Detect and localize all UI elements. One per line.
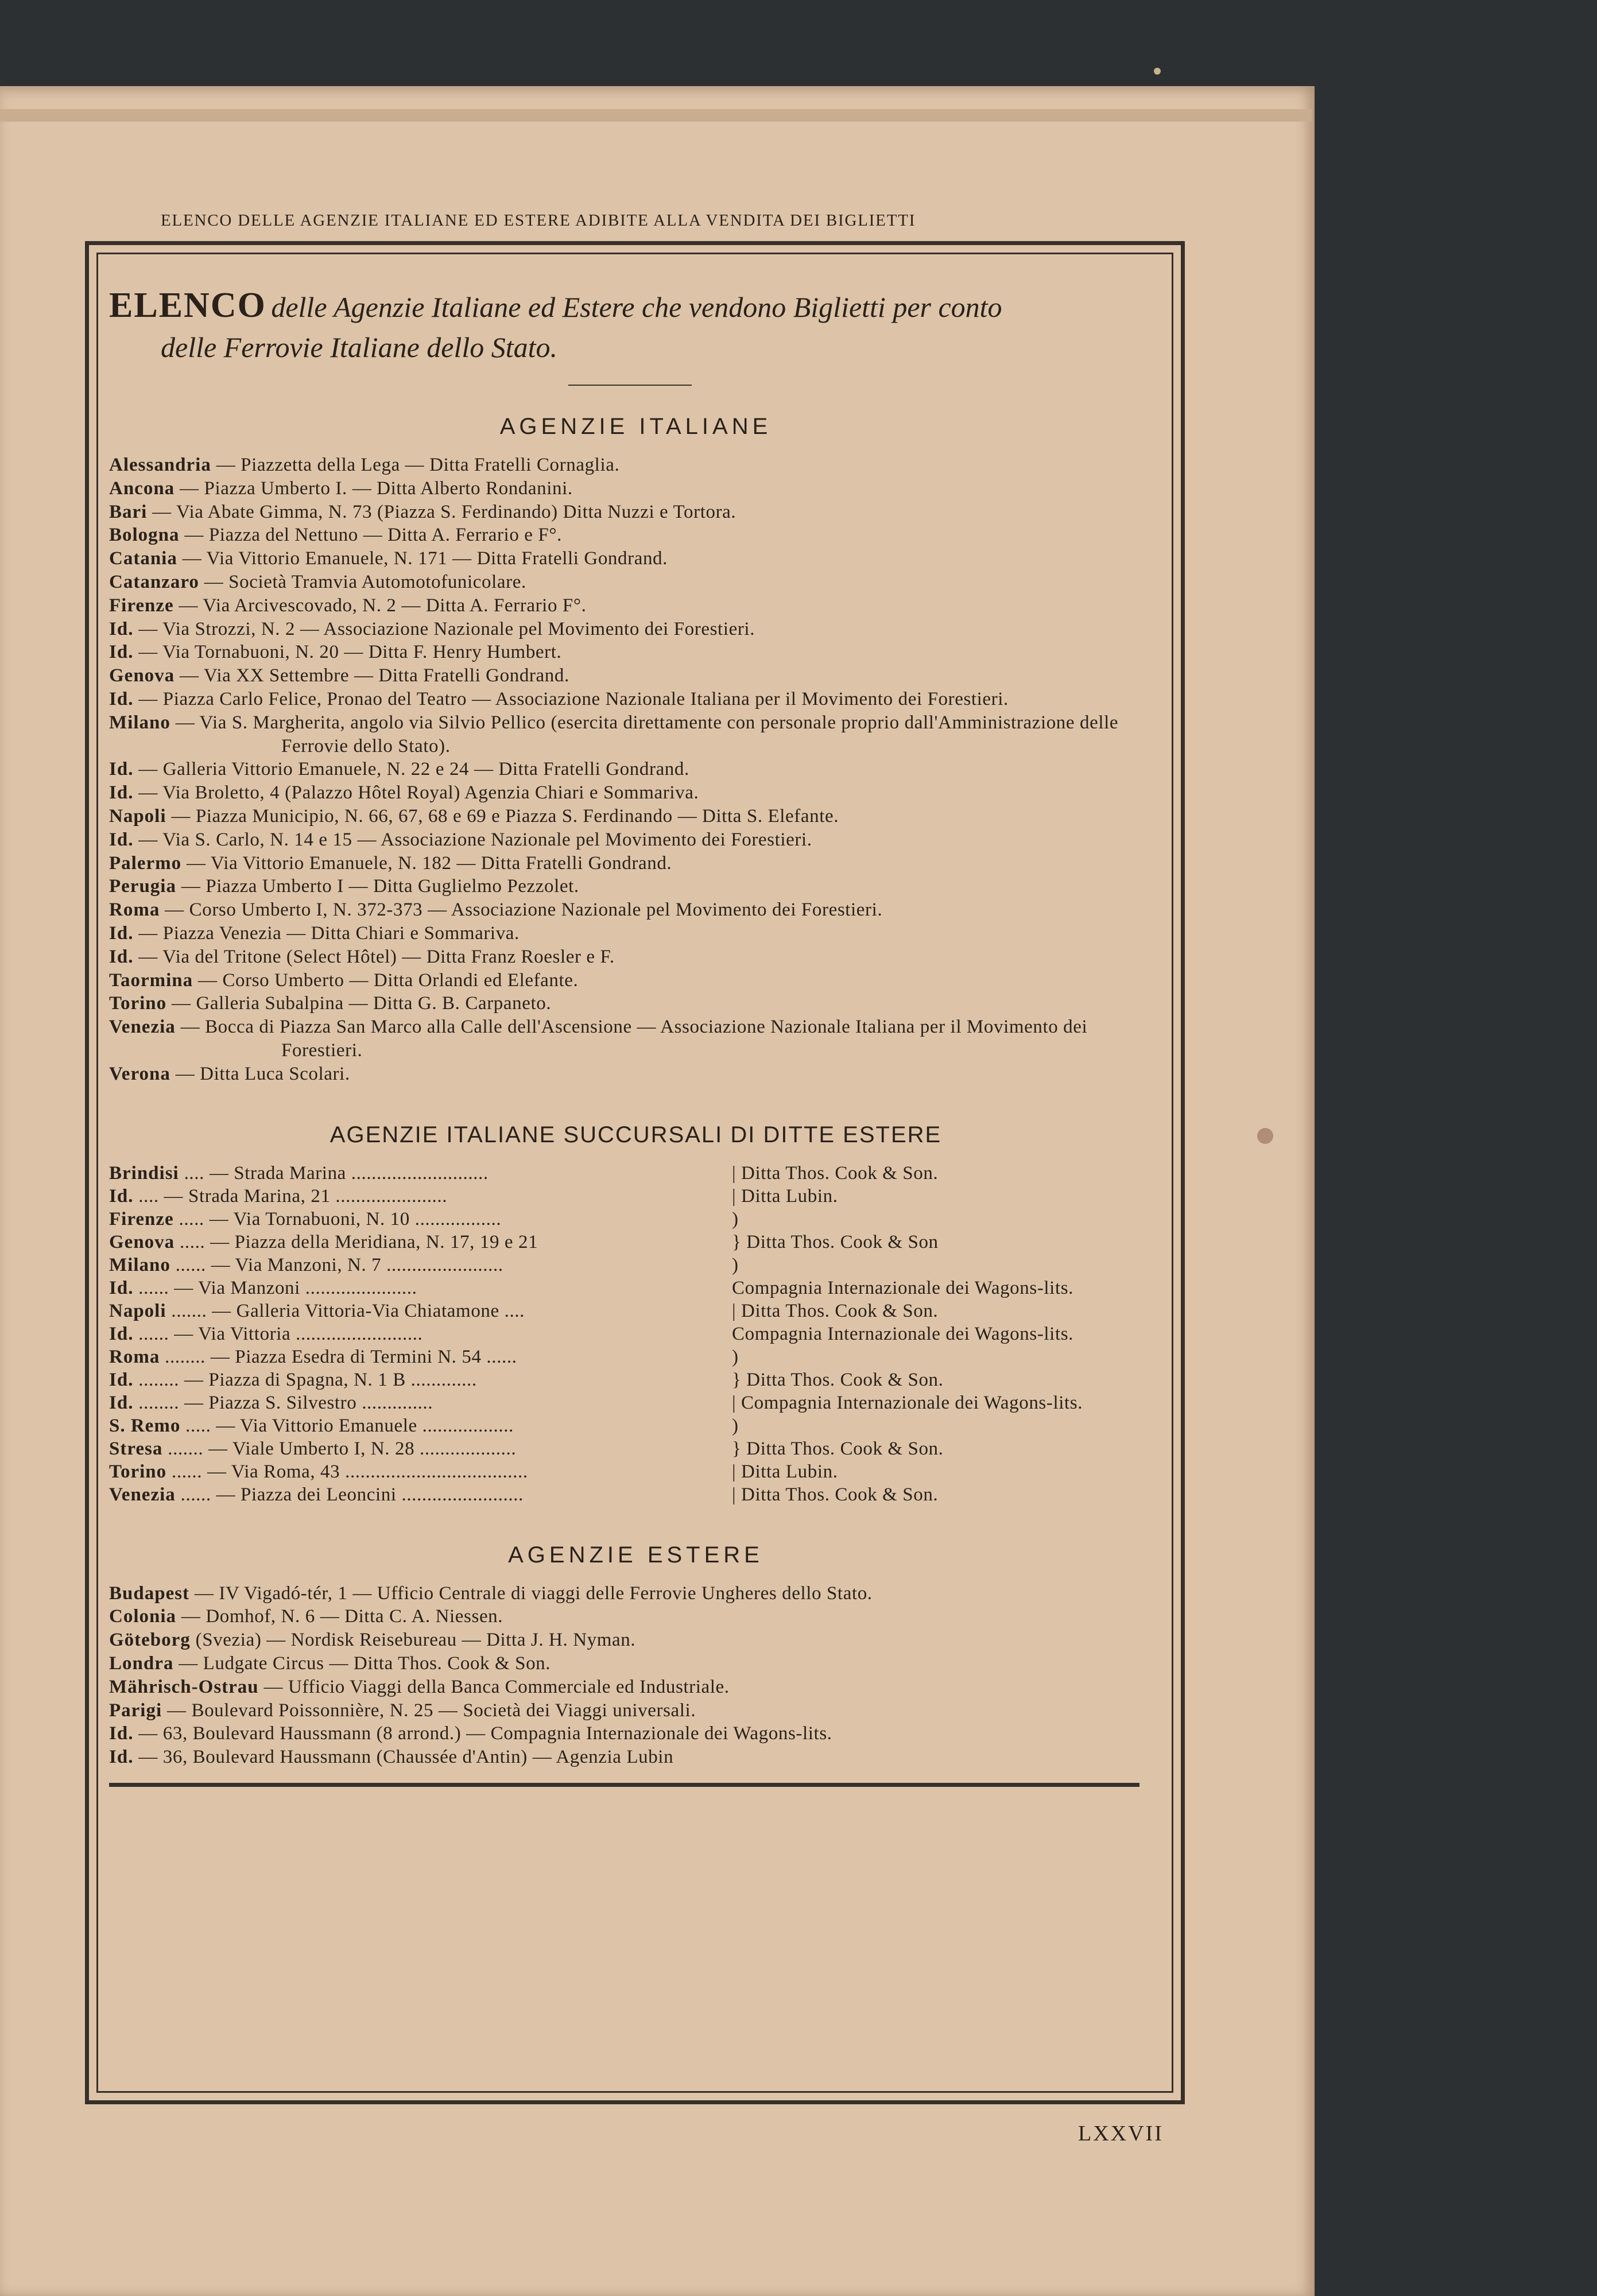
succursale-row <box>109 1277 1162 1300</box>
title-rule <box>568 385 692 386</box>
agency-entry <box>109 453 1162 477</box>
agency-details: — Piazza Municipio, N. 66, 67, 68 e 69 e Piazza S. Ferdinando — Ditta S. Elefante. <box>166 805 839 827</box>
agency-entry <box>109 571 1162 594</box>
agency-details: — Piazza Umberto I — Ditta Guglielmo Pezzolet. <box>176 876 579 897</box>
address: ........ — Piazza di Spagna, N. 1 B ............. <box>133 1369 477 1390</box>
city-name: Palermo <box>109 852 182 874</box>
agency-entry <box>109 547 1162 571</box>
city-name: Perugia <box>109 876 176 897</box>
agency-details: — Via Broletto, 4 (Palazzo Hôtel Royal) Agenzia Chiari e Sommariva. <box>133 782 699 804</box>
succursale-location <box>109 1185 732 1208</box>
agency-details: — Via Tornabuoni, N. 20 — Ditta F. Henry Humbert. <box>133 642 562 663</box>
city-name: Stresa <box>109 1438 163 1459</box>
agency-details: — Via del Tritone (Select Hôtel) — Ditta Franz Roesler e F. <box>133 946 615 967</box>
city-name: Id. <box>109 642 134 663</box>
agency-entry <box>109 477 1162 501</box>
succursale-row <box>109 1254 1162 1277</box>
city-name: Id. <box>109 1277 134 1298</box>
agent-name: Compagnia Internazionale dei Wagons-lits. <box>732 1323 1074 1344</box>
city-name: Torino <box>109 1461 167 1482</box>
agency-details: — Via XX Settembre — Ditta Fratelli Gondrand. <box>175 665 569 687</box>
city-name: Firenze <box>109 595 174 616</box>
title-bold: ELENCO <box>109 286 266 325</box>
agent-name: | Compagnia Internazionale dei Wagons-lits. <box>732 1392 1083 1413</box>
city-name: Genova <box>109 665 175 687</box>
agenzie-italiane-list <box>109 453 1162 1086</box>
agency-entry <box>109 641 1162 664</box>
agency-entry <box>109 898 1162 922</box>
city-name: Napoli <box>109 1300 166 1321</box>
agent-name: ) <box>732 1415 739 1436</box>
succursale-location <box>109 1162 732 1185</box>
city-name: Venezia <box>109 1017 176 1038</box>
city-name: Bari <box>109 501 148 522</box>
succursale-row <box>109 1414 1162 1437</box>
city-name: Id. <box>109 618 134 639</box>
title-italic-1: delle Agenzie Italiane ed Estere che vendono Biglietti per conto <box>271 291 1002 323</box>
agency-entry <box>109 1699 1162 1723</box>
section-heading-estere: AGENZIE ESTERE <box>508 1542 763 1568</box>
agent-name: Compagnia Internazionale dei Wagons-lits. <box>732 1277 1074 1298</box>
city-name: Londra <box>109 1653 174 1674</box>
city-name: Genova <box>109 1231 175 1252</box>
agency-entry <box>109 1062 1162 1086</box>
city-name: Alessandria <box>109 455 211 475</box>
agency-entry <box>109 828 1162 852</box>
succursale-row <box>109 1368 1162 1391</box>
agency-entry <box>109 1605 1162 1628</box>
succursale-row <box>109 1483 1162 1506</box>
succursale-location <box>109 1208 732 1231</box>
city-name: Parigi <box>109 1700 162 1721</box>
city-name: Göteborg <box>109 1630 191 1651</box>
agency-details: — Corso Umberto I, N. 372-373 — Associazione Nazionale pel Movimento dei Forestieri. <box>160 899 883 921</box>
agency-entry <box>109 969 1162 992</box>
ink-stain <box>1257 1128 1273 1144</box>
succursale-row <box>109 1391 1162 1414</box>
address: ...... — Via Manzoni ...................... <box>133 1277 417 1298</box>
ink-mark <box>1154 68 1161 75</box>
agency-entry <box>109 992 1162 1015</box>
agent-name: | Ditta Thos. Cook & Son. <box>732 1162 939 1184</box>
address: ........ — Piazza S. Silvestro .............. <box>133 1392 433 1413</box>
agency-details: — Piazza del Nettuno — Ditta A. Ferrario e F°. <box>179 525 562 546</box>
city-name: Id. <box>109 1392 134 1413</box>
agency-entry <box>109 1746 1162 1769</box>
agency-entry <box>109 1015 1162 1062</box>
address: ...... — Via Manzoni, N. 7 ....................... <box>170 1254 503 1275</box>
agent-name: | Ditta Thos. Cook & Son. <box>732 1484 939 1505</box>
agency-details: — Domhof, N. 6 — Ditta C. A. Niessen. <box>176 1606 503 1627</box>
agenzie-estere-list <box>109 1582 1162 1769</box>
succursale-location <box>109 1254 732 1277</box>
agent-name: } Ditta Thos. Cook & Son. <box>732 1438 944 1459</box>
agency-entry <box>109 875 1162 898</box>
city-name: Verona <box>109 1063 170 1084</box>
city-name: Torino <box>109 993 167 1014</box>
succursale-location <box>109 1368 732 1391</box>
agent-name: } Ditta Thos. Cook & Son. <box>732 1369 944 1390</box>
agency-entry <box>109 945 1162 969</box>
address: ...... — Via Vittoria ......................... <box>133 1323 423 1344</box>
succursale-row <box>109 1231 1162 1254</box>
agent-name: ) <box>732 1254 739 1275</box>
succursale-location <box>109 1414 732 1437</box>
agency-details: — Ufficio Viaggi della Banca Commerciale ed Industriale. <box>258 1676 730 1697</box>
address: ....... — Galleria Vittoria-Via Chiatamone .... <box>166 1300 525 1321</box>
city-name: Catania <box>109 548 177 569</box>
agency-details: — Società Tramvia Automotofunicolare. <box>199 571 526 592</box>
address: ..... — Via Tornabuoni, N. 10 ................. <box>173 1208 502 1230</box>
city-name: Mährisch-Ostrau <box>109 1676 259 1697</box>
agency-entry <box>109 852 1162 875</box>
agency-entry <box>109 781 1162 805</box>
city-name: Bologna <box>109 525 180 546</box>
agent-name: | Ditta Thos. Cook & Son. <box>732 1300 939 1321</box>
succursale-row <box>109 1162 1162 1185</box>
city-name: Napoli <box>109 805 166 827</box>
agency-entry <box>109 711 1162 758</box>
address: ..... — Piazza della Meridiana, N. 17, 19 e 21 <box>175 1231 538 1252</box>
agency-entry <box>109 805 1162 828</box>
agent-name: } Ditta Thos. Cook & Son <box>732 1231 939 1252</box>
address: .... — Strada Marina ........................... <box>179 1162 489 1184</box>
city-name: Id. <box>109 1723 134 1744</box>
succursale-row <box>109 1345 1162 1368</box>
agency-entry <box>109 1722 1162 1746</box>
address: ....... — Viale Umberto I, N. 28 ................... <box>162 1438 517 1459</box>
city-name: Milano <box>109 1254 170 1275</box>
succursale-location <box>109 1391 732 1414</box>
agency-entry <box>109 618 1162 641</box>
succursale-row <box>109 1437 1162 1460</box>
city-name: Id. <box>109 922 134 944</box>
agent-name: | Ditta Lubin. <box>732 1185 838 1207</box>
agency-entry <box>109 594 1162 618</box>
agency-details: — Via Vittorio Emanuele, N. 182 — Ditta Fratelli Gondrand. <box>181 852 672 874</box>
agency-details: — Via Arcivescovado, N. 2 — Ditta A. Ferrario F°. <box>173 595 587 616</box>
city-name: Id. <box>109 688 134 709</box>
agency-entry <box>109 1652 1162 1676</box>
agency-details: — Ludgate Circus — Ditta Thos. Cook & Son. <box>173 1653 551 1674</box>
address: ...... — Via Roma, 43 .................................... <box>166 1461 528 1482</box>
city-name: Id. <box>109 782 134 804</box>
title-italic-2: delle Ferrovie Italiane dello Stato. <box>161 331 558 363</box>
city-name: Id. <box>109 829 134 850</box>
agenzie-succursali-list <box>109 1162 1162 1506</box>
city-name: Brindisi <box>109 1162 179 1184</box>
succursale-location <box>109 1277 732 1300</box>
page-title <box>109 287 1162 365</box>
agency-details: — Piazza Carlo Felice, Pronao del Teatro — Associazione Nazionale Italiana per il Movimento dei Forestieri. <box>133 688 1009 709</box>
city-name: Milano <box>109 712 170 733</box>
succursale-location <box>109 1300 732 1322</box>
agency-entry <box>109 1582 1162 1605</box>
city-name: Id. <box>109 1323 134 1344</box>
city-name: Venezia <box>109 1484 176 1505</box>
agency-details: (Svezia) — Nordisk Reisebureau — Ditta J. H. Nyman. <box>190 1630 636 1651</box>
agency-details: — Via Vittorio Emanuele, N. 171 — Ditta Fratelli Gondrand. <box>177 548 668 569</box>
succursale-location <box>109 1322 732 1345</box>
succursale-location <box>109 1345 732 1368</box>
city-name: Firenze <box>109 1208 174 1230</box>
succursale-row <box>109 1208 1162 1231</box>
agency-entry <box>109 664 1162 688</box>
agency-details: — Piazza Umberto I. — Ditta Alberto Rondanini. <box>175 478 573 499</box>
address: ........ — Piazza Esedra di Termini N. 54 ...... <box>160 1346 517 1367</box>
agency-entry <box>109 688 1162 711</box>
succursale-location <box>109 1483 732 1506</box>
city-name: Id. <box>109 1747 134 1768</box>
page-number: LXXVII <box>1078 2122 1164 2146</box>
agency-details: — Bocca di Piazza San Marco alla Calle dell'Ascensione — Associazione Nazionale Italiana per il Movimento dei Forestieri. <box>175 1017 1088 1061</box>
agency-entry <box>109 758 1162 781</box>
city-name: Budapest <box>109 1583 190 1604</box>
agency-details: — Via S. Carlo, N. 14 e 15 — Associazione Nazionale pel Movimento dei Forestieri. <box>133 829 812 850</box>
agent-name: | Ditta Lubin. <box>732 1461 838 1482</box>
agency-entry <box>109 922 1162 945</box>
city-name: Id. <box>109 1185 134 1207</box>
running-head: ELENCO DELLE AGENZIE ITALIANE ED ESTERE ADIBITE ALLA VENDITA DEI BIGLIETTI <box>161 211 916 230</box>
succursale-location <box>109 1437 732 1460</box>
agency-details: — Via S. Margherita, angolo via Silvio Pellico (esercita direttamente con personale proprio dall'Amministrazione delle Ferrovie dello Stato). <box>170 712 1119 757</box>
succursale-row <box>109 1322 1162 1345</box>
agency-details: — Corso Umberto — Ditta Orlandi ed Elefante. <box>193 969 579 991</box>
agency-entry <box>109 1628 1162 1652</box>
agency-entry <box>109 501 1162 524</box>
succursale-row <box>109 1300 1162 1322</box>
city-name: Id. <box>109 759 134 780</box>
agency-details: — Piazza Venezia — Ditta Chiari e Sommariva. <box>133 922 520 944</box>
city-name: S. Remo <box>109 1415 181 1436</box>
section-heading-succursali: AGENZIE ITALIANE SUCCURSALI DI DITTE ESTERE <box>330 1122 942 1147</box>
agency-details: — Galleria Vittorio Emanuele, N. 22 e 24 — Ditta Fratelli Gondrand. <box>133 759 689 780</box>
city-name: Catanzaro <box>109 571 199 592</box>
agency-details: — Piazzetta della Lega — Ditta Fratelli Cornaglia. <box>211 455 620 475</box>
section-heading-italiane: AGENZIE ITALIANE <box>499 414 772 439</box>
agency-entry <box>109 1676 1162 1699</box>
title-line-1 <box>109 287 1162 329</box>
agency-details: — Boulevard Poissonnière, N. 25 — Società dei Viaggi universali. <box>162 1700 696 1721</box>
agency-entry <box>109 523 1162 547</box>
city-name: Ancona <box>109 478 175 499</box>
agent-name: ) <box>732 1208 739 1230</box>
address: .... — Strada Marina, 21 ...................... <box>133 1185 448 1207</box>
city-name: Colonia <box>109 1606 177 1627</box>
succursale-location <box>109 1231 732 1254</box>
address: ...... — Piazza dei Leoncini ........................ <box>175 1484 524 1505</box>
address: ..... — Via Vittorio Emanuele .................. <box>180 1415 514 1436</box>
agency-details: — Ditta Luca Scolari. <box>170 1063 350 1084</box>
agency-details: — IV Vigadó-tér, 1 — Ufficio Centrale di viaggi delle Ferrovie Ungheres dello Stato. <box>189 1583 873 1604</box>
agency-details: — Galleria Subalpina — Ditta G. B. Carpaneto. <box>166 993 552 1014</box>
agency-details: — Via Strozzi, N. 2 — Associazione Nazionale pel Movimento dei Forestieri. <box>133 618 755 639</box>
succursale-row <box>109 1185 1162 1208</box>
agent-name: ) <box>732 1346 739 1367</box>
city-name: Id. <box>109 1369 134 1390</box>
agency-details: — 36, Boulevard Haussmann (Chaussée d'Antin) — Agenzia Lubin <box>133 1747 674 1768</box>
page-edge <box>0 109 1312 122</box>
agency-details: — 63, Boulevard Haussmann (8 arrond.) — Compagnia Internazionale dei Wagons-lits. <box>133 1723 832 1744</box>
city-name: Taormina <box>109 969 193 991</box>
succursale-location <box>109 1460 732 1483</box>
succursale-row <box>109 1460 1162 1483</box>
agency-details: — Via Abate Gimma, N. 73 (Piazza S. Ferdinando) Ditta Nuzzi e Tortora. <box>147 501 737 522</box>
city-name: Roma <box>109 899 160 921</box>
content-area <box>109 287 1162 1787</box>
bottom-rule <box>109 1783 1139 1787</box>
city-name: Id. <box>109 946 134 967</box>
city-name: Roma <box>109 1346 160 1367</box>
